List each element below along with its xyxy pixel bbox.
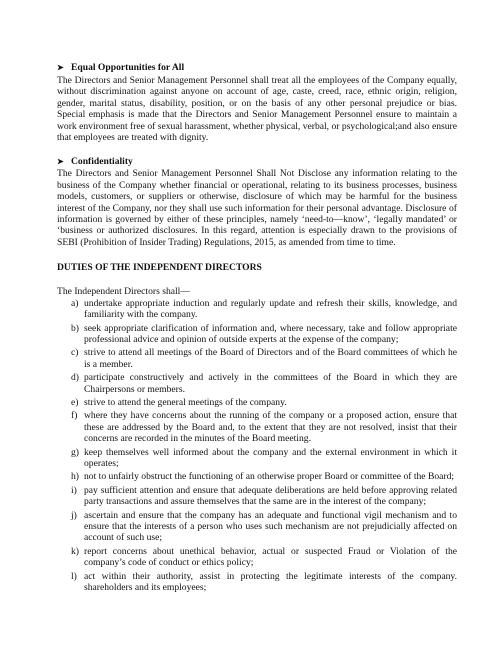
list-item-text: seek appropriate clarification of information and, where necessary, take and follow appropriate professional advice and opinion of outside experts at the expense of the company; [84,322,457,345]
list-marker: g) [71,446,79,458]
list-item-text: ascertain and ensure that the company has an adequate and functional vigil mechanism and to ensure that the interests of a person who uses such mechanism are not prejudicially affected on account of such use; [84,509,457,544]
list-marker: c) [71,347,79,359]
section-heading-equal-opportunities [57,62,457,74]
section-heading-text: Confidentiality [71,155,133,167]
list-item [57,410,457,444]
list-item-text: strive to attend all meetings of the Board of Directors and of the Board committees of which he is a member. [84,347,457,370]
list-item [57,571,457,594]
list-marker: i) [71,484,77,496]
section-body-confidentiality: The Directors and Senior Management Personnel Shall Not Disclose any information relating to the business of the Company whether financial or operational, relating to its business processes, business models, customers, or suppliers or otherwise, disclosure of which may be harmful for the business interest of the Company, nor they shall use such information for their personal advantage. Disclosure of information is governed by either of these principles, namely ‘need-to—know’, ‘legally mandated’ or ‘business or authorized disclosures. In this regard, attention is especially drawn to the provisions of SEBI (Prohibition of Insider Trading) Regulations, 2015, as amended from time to time. [57,168,457,248]
list-item-text: report concerns about unethical behavior, actual or suspected Fraud or Violation of the company’s code of conduct or ethics policy; [84,545,457,569]
list-marker: d) [71,372,79,384]
list-item-text: where they have concerns about the running of the company or a proposed action, ensure that these are addressed by the Board and, to the extent that they are not resolved, insist that their concerns are recorded in the minutes of the Board meeting. [84,410,457,445]
list-marker: b) [71,322,79,334]
list-item [57,546,457,569]
list-marker: k) [71,545,79,557]
list-item-text: keep themselves well informed about the company and the external environment in which it operates; [84,446,457,469]
list-item-text: participate constructively and actively in the committees of the Board in which they are Chairpersons or members. [84,372,457,395]
arrow-bullet-icon: ➤ [57,156,64,166]
arrow-bullet-icon: ➤ [57,63,64,73]
duties-list [57,298,457,594]
list-item-text: not to unfairly obstruct the functioning of an otherwise proper Board or committee of the Board; [84,471,455,483]
list-item [57,447,457,470]
section-body-equal-opportunities: The Directors and Senior Management Personnel shall treat all the employees of the Company equally, without discrimination against anyone on account of age, caste, creed, race, ethnic origin, religion, gender, marital status, disability, position, or on the basis of any other personal prejudice or bias. Special emphasis is made that the Directors and Senior Management Personnel ensure to maintain a work environment free of sexual harassment, whether physical, verbal, or psychological;and also ensure that employees are treated with dignity. [57,75,457,144]
section-heading-confidentiality [57,155,457,167]
list-marker: e) [71,396,79,408]
list-item-text: strive to attend the general meetings of the company. [84,396,287,408]
list-marker: a) [71,297,79,309]
list-item [57,510,457,544]
list-marker: f) [71,410,78,422]
list-marker: j) [71,509,77,521]
duties-intro: The Independent Directors shall— [57,286,190,298]
list-item-text: undertake appropriate induction and regularly update and refresh their skills, knowledge, and familiarity with the company. [84,297,457,321]
list-item-text: pay sufficient attention and ensure that adequate deliberations are held before approving related party transactions and assure themselves that the same are in the interest of the company; [84,484,457,508]
list-marker: h) [71,471,79,483]
list-item [57,323,457,346]
list-item [57,485,457,508]
list-item [57,347,457,370]
list-item [57,298,457,321]
list-item [57,397,457,408]
list-item-text: act within their authority, assist in protecting the legitimate interests of the company. shareholders and its employees; [84,570,457,594]
duties-title: DUTIES OF THE INDEPENDENT DIRECTORS [57,262,262,274]
list-marker: l) [71,570,77,582]
list-item [57,372,457,395]
section-heading-text: Equal Opportunities for All [71,62,185,74]
list-item [57,471,457,482]
